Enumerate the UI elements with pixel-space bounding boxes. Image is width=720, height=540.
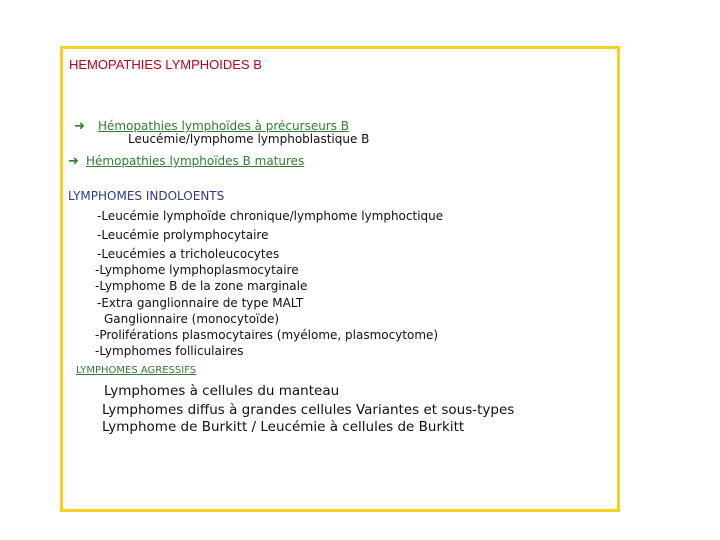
precursor-label: Hémopathies lymphoïdes à précurseurs B [98, 119, 350, 133]
indolent-item: -Lymphome B de la zone marginale [95, 279, 308, 293]
aggressive-item: Lymphome de Burkitt / Leucémie à cellules de Burkitt [102, 419, 465, 435]
indolent-item: -Lymphome lymphoplasmocytaire [95, 263, 299, 277]
indolent-item: -Extra ganglionnaire de type MALT [97, 296, 304, 310]
indolent-item: -Leucémie prolymphocytaire [97, 228, 269, 242]
precursor-line [74, 117, 349, 133]
indolent-item: -Leucémies a tricholeucocytes [97, 247, 280, 261]
indolent-heading: LYMPHOMES INDOLOENTS [68, 189, 225, 203]
mature-label: Hémopathies lymphoïdes B matures [86, 154, 305, 168]
mature-line [68, 152, 304, 168]
indolent-item: Ganglionnaire (monocytoïde) [104, 312, 280, 326]
aggressive-item: Lymphomes diffus à grandes cellules Variantes et sous-types [102, 402, 515, 418]
indolent-item: -Leucémie lymphoïde chronique/lymphome lymphoctique [97, 209, 444, 223]
indolent-item: -Lymphomes folliculaires [95, 344, 244, 358]
page-title: HEMOPATHIES LYMPHOIDES B [69, 57, 262, 72]
precursor-sub: Leucémie/lymphome lymphoblastique B [128, 132, 370, 146]
aggressive-heading: LYMPHOMES AGRESSIFS [76, 365, 197, 376]
arrow-right-icon: ➜ [68, 154, 79, 169]
indolent-item: -Proliférations plasmocytaires (myélome, plasmocytome) [95, 328, 439, 342]
aggressive-item: Lymphomes à cellules du manteau [104, 383, 340, 399]
arrow-right-icon: ➜ [74, 119, 85, 134]
